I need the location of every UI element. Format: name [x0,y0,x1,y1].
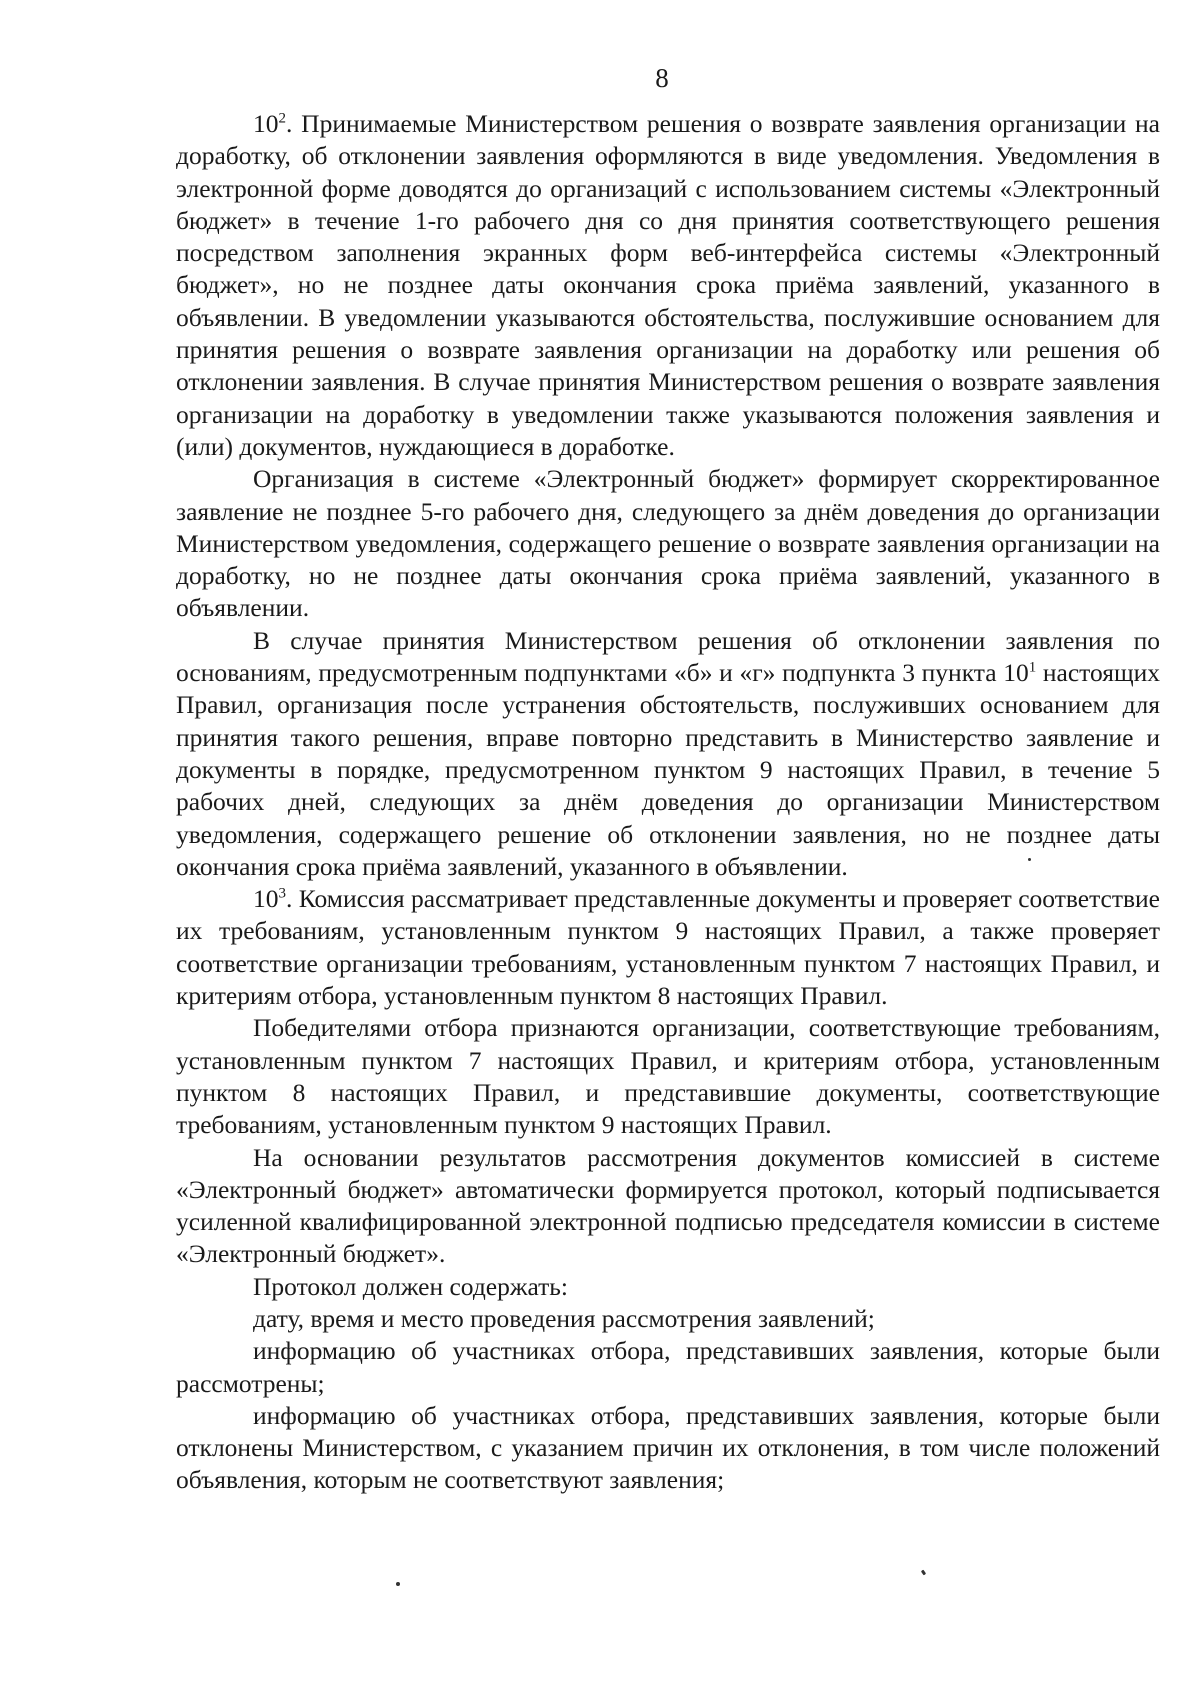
list-item-rejected: информацию об участниках отбора, представивших заявления, которые были отклонены Министерством, с указанием причин их отклонения, в том числе положений объявления, которым не соответствуют заявления; [176,1400,1160,1495]
paragraph-resubmission: Организация в системе «Электронный бюджет» формирует скорректированное заявление не позднее 5-го рабочего дня, следующего за днём доведения до организации Министерством уведомления, содержащего решение о возврате заявления организации на доработку, но не позднее даты окончания срока приёма заявлений, указанного в объявлении. [176,464,1160,623]
scan-speck [1028,858,1031,861]
clause-superscript: 3 [278,885,286,902]
paragraph-10-3 [176,883,1160,1012]
paragraph-text: . Принимаемые Министерством решения о возврате заявления организации на доработку, об отклонении заявления оформляются в виде уведомления. Уведомления в электронной форме доводятся до организаций с использованием системы «Электронный бюджет» в течение 1-го рабочего дня со дня принятия соответствующего решения посредством заполнения экранных форм веб-интерфейса системы «Электронный бюджет», но не позднее даты окончания срока приёма заявлений, указанного в объявлении. В уведомлении указываются обстоятельства, послужившие основанием для принятия решения о возврате заявления организации на доработку или решения об отклонении заявления. В случае принятия Министерством решения о возврате заявления организации на доработку в уведомлении также указываются положения заявления и (или) документов, нуждающиеся в доработке. [176,109,1160,461]
clause-number: 10 [253,109,279,138]
list-item-date: дату, время и место проведения рассмотрения заявлений; [253,1303,875,1333]
clause-superscript: 1 [1028,659,1037,676]
paragraph-protocol-contents: Протокол должен содержать: [253,1271,568,1301]
document-body [176,108,1160,1497]
paragraph-text: В случае принятия Министерством решения об отклонении заявления по основаниям, предусмотренным подпунктами «б» и «г» подпункта 3 пункта 10 [176,625,1160,688]
clause-number: 10 [253,884,279,914]
paragraph-text: . Комиссия рассматривает представленные документы и проверяет соответствие их требованиям, установленным пунктом 9 настоящих Правил, а также проверяет соответствие организации требованиям, установленным пунктом 7 настоящих Правил, и критериям отбора, установленным пунктом 8 настоящих Правил. [176,884,1160,1011]
clause-superscript: 2 [278,110,286,127]
page-number: 8 [655,63,669,93]
scan-speck [921,1570,926,1576]
paragraph-10-2 [176,108,1160,463]
paragraph-winners: Победителями отбора признаются организации, соответствующие требованиям, установленным пунктом 7 настоящих Правил, и критериям отбора, установленным пунктом 8 настоящих Правил, и представившие документы, соответствующие требованиям, установленным пунктом 9 настоящих Правил. [176,1013,1160,1140]
scan-speck [396,1582,400,1586]
paragraph-text: настоящих Правил, организация после устранения обстоятельств, послуживших основанием для принятия такого решения, вправе повторно представить в Министерство заявление и документы в порядке, предусмотренном пунктом 9 настоящих Правил, в течение 5 рабочих дней, следующих за днём доведения до организации Министерством уведомления, содержащего решение об отклонении заявления, но не позднее даты окончания срока приёма заявлений, указанного в объявлении. [176,658,1160,881]
paragraph-rejection-resubmit [176,625,1160,883]
paragraph-protocol: На основании результатов рассмотрения документов комиссией в системе «Электронный бюджет» автоматически формируется протокол, который подписывается усиленной квалифицированной электронной подписью председателя комиссии в системе «Электронный бюджет». [176,1142,1160,1269]
list-item-reviewed: информацию об участниках отбора, представивших заявления, которые были рассмотрены; [176,1336,1160,1398]
